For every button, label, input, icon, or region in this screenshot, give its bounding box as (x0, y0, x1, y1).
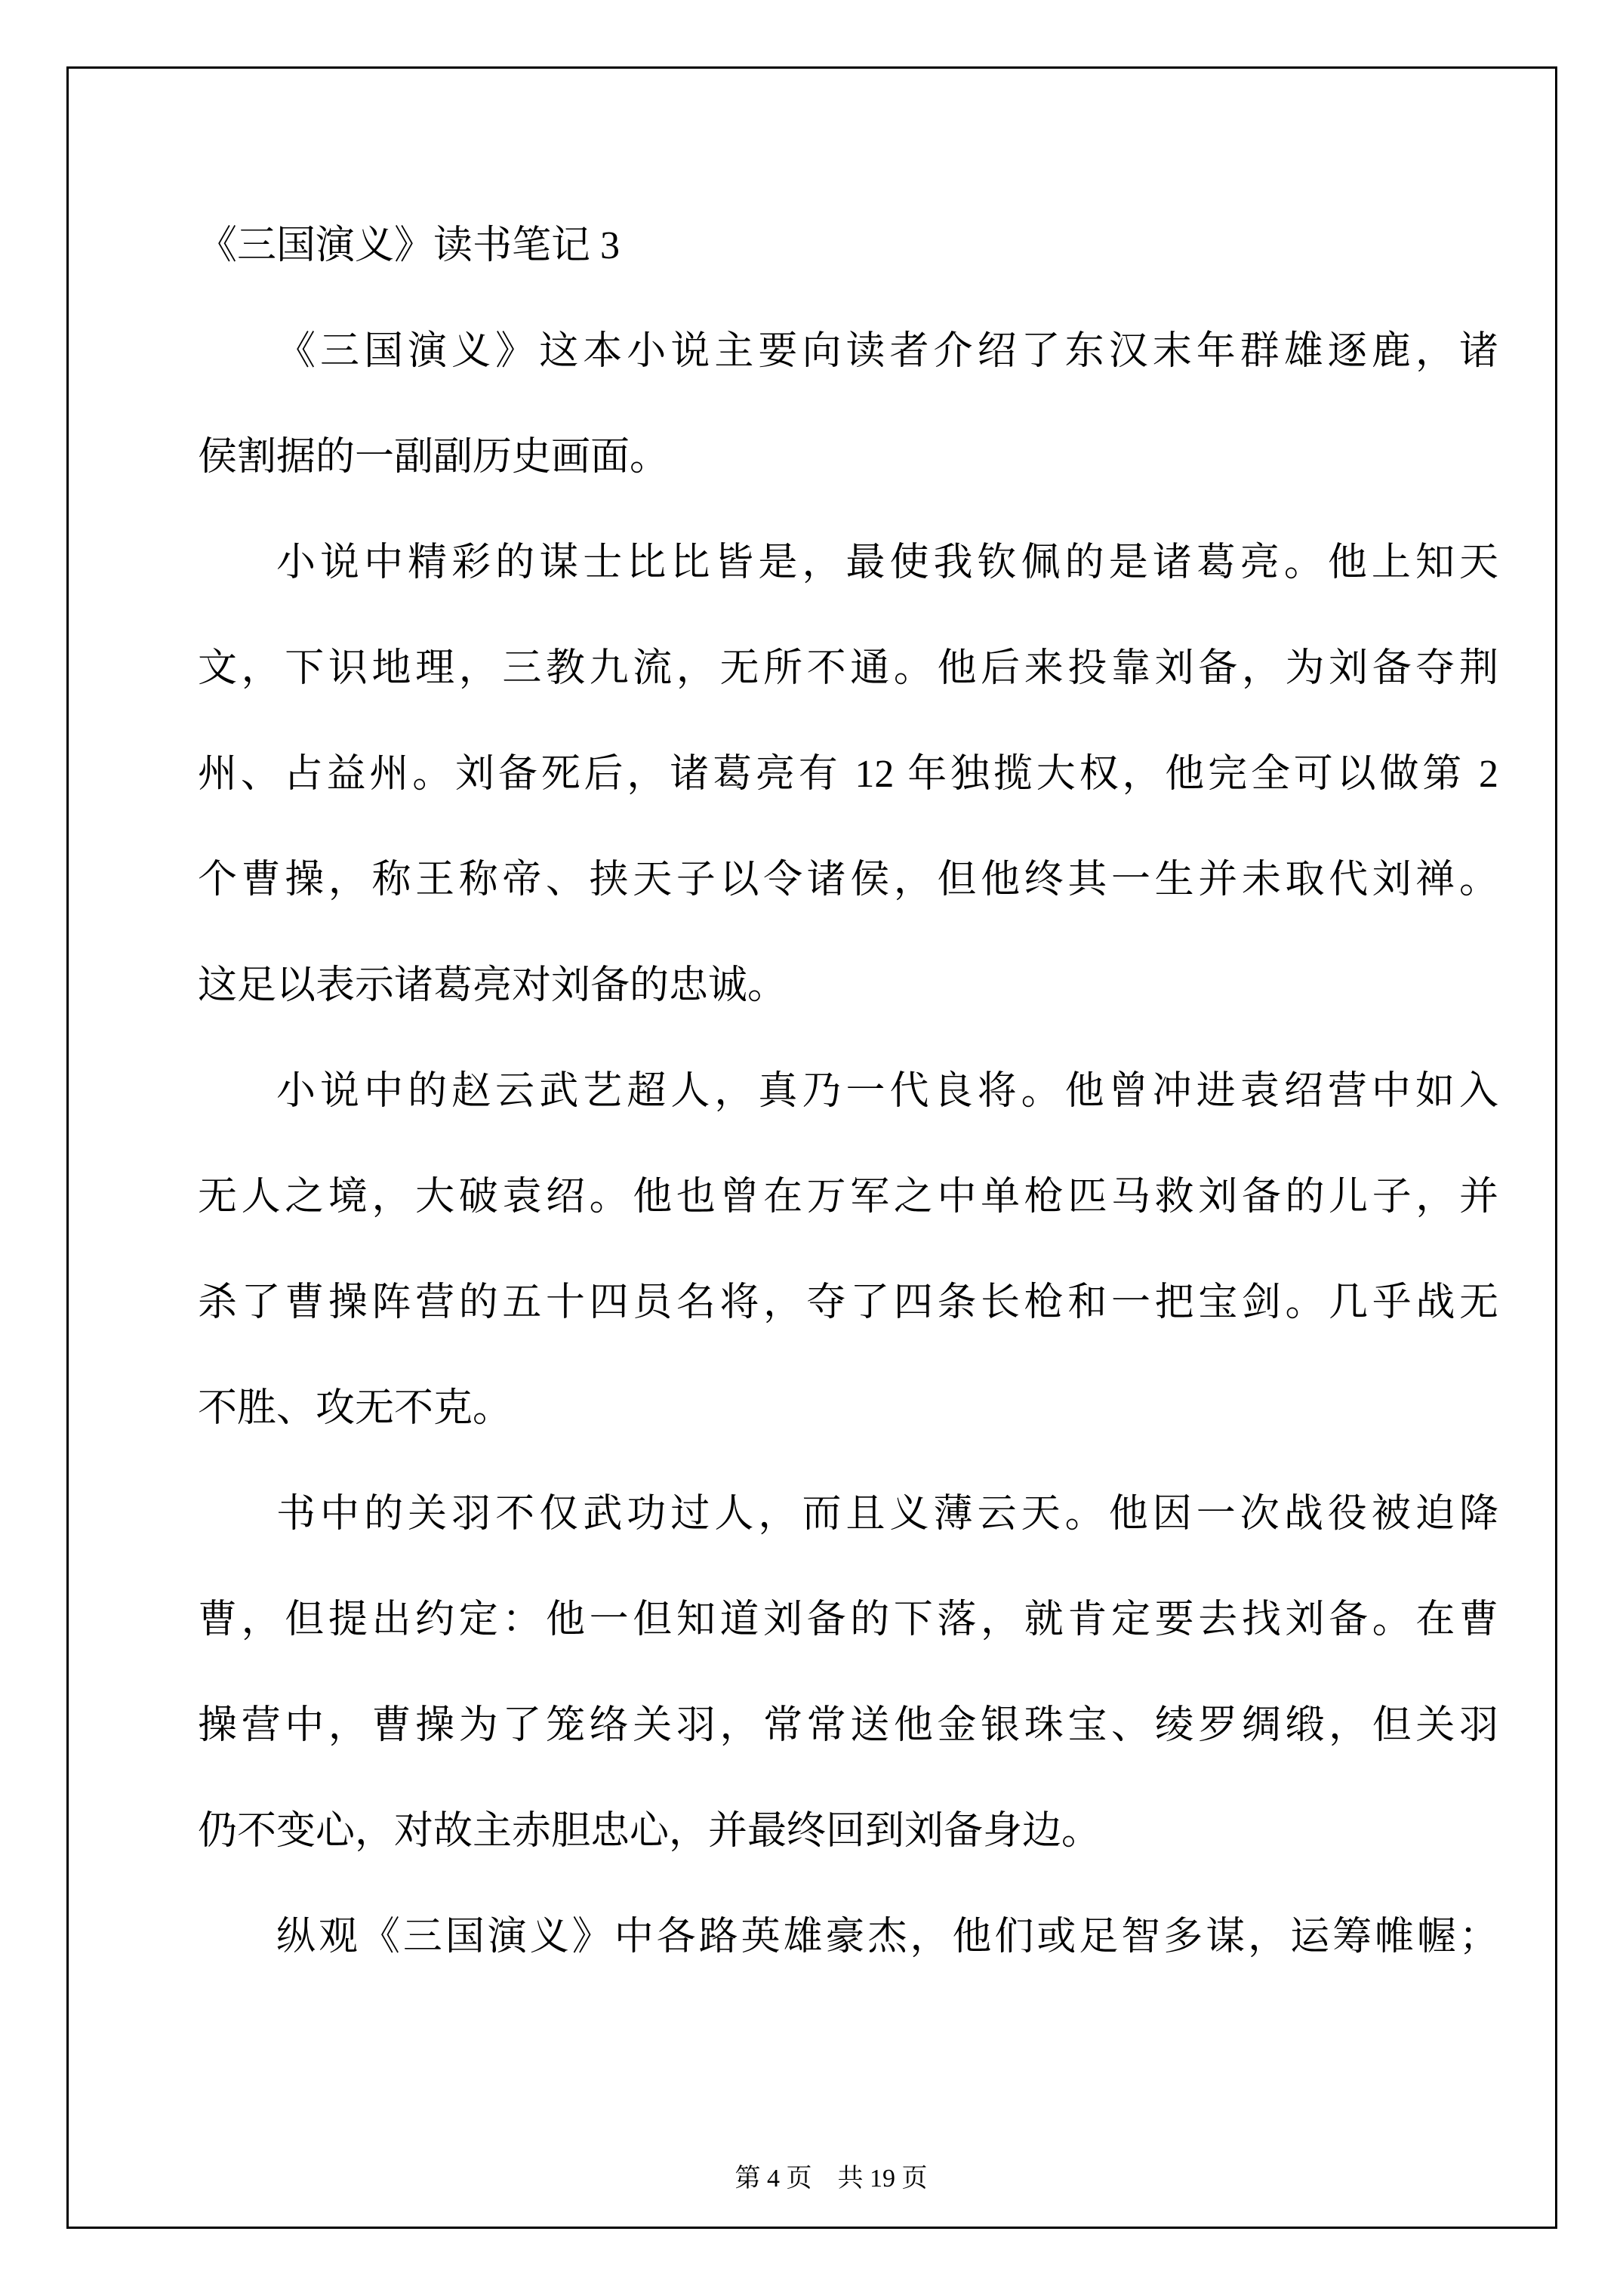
text-line: 小说中精彩的谋士比比皆是，最使我钦佩的是诸葛亮。他上知天 (276, 541, 1498, 584)
page-number-indicator: 第 4 页 共 19 页 (735, 2165, 928, 2193)
text-line: 纵观《三国演义》中各路英雄豪杰，他们或足智多谋，运筹帷幄； (276, 1915, 1498, 1959)
text-line: 文，下识地理，三教九流，无所不通。他后来投靠刘备，为刘备夺荆 (198, 647, 1498, 690)
document-title: 《三国演义》读书笔记 3 (198, 224, 621, 267)
text-line: 操营中，曹操为了笼络关羽，常常送他金银珠宝、绫罗绸缎，但关羽 (198, 1704, 1498, 1747)
text-line: 个曹操，称王称帝、挟天子以令诸侯，但他终其一生并未取代刘禅。 (198, 858, 1498, 901)
text-line: 小说中的赵云武艺超人，真乃一代良将。他曾冲进袁绍营中如入 (276, 1070, 1498, 1113)
text-line: 州、占益州。刘备死后，诸葛亮有 12 年独揽大权，他完全可以做第 2 (198, 753, 1498, 796)
text-line: 书中的关羽不仅武功过人，而且义薄云天。他因一次战役被迫降 (276, 1493, 1498, 1536)
page-border-frame (66, 66, 1557, 2229)
text-line: 《三国演义》这本小说主要向读者介绍了东汉末年群雄逐鹿，诸 (276, 330, 1498, 373)
text-line: 仍不变心，对故主赤胆忠心，并最终回到刘备身边。 (198, 1810, 1101, 1853)
text-line: 无人之境，大破袁绍。他也曾在万军之中单枪匹马救刘备的儿子，并 (198, 1176, 1498, 1219)
text-line: 曹，但提出约定：他一但知道刘备的下落，就肯定要去找刘备。在曹 (198, 1598, 1498, 1641)
text-line: 侯割据的一副副历史画面。 (198, 436, 670, 479)
page-footer (69, 2111, 1555, 2247)
document-content (198, 193, 1498, 1990)
text-line: 这足以表示诸葛亮对刘备的忠诚。 (198, 964, 787, 1007)
text-line: 杀了曹操阵营的五十四员名将，夺了四条长枪和一把宝剑。几乎战无 (198, 1281, 1498, 1324)
text-line: 不胜、攻无不克。 (198, 1387, 513, 1430)
